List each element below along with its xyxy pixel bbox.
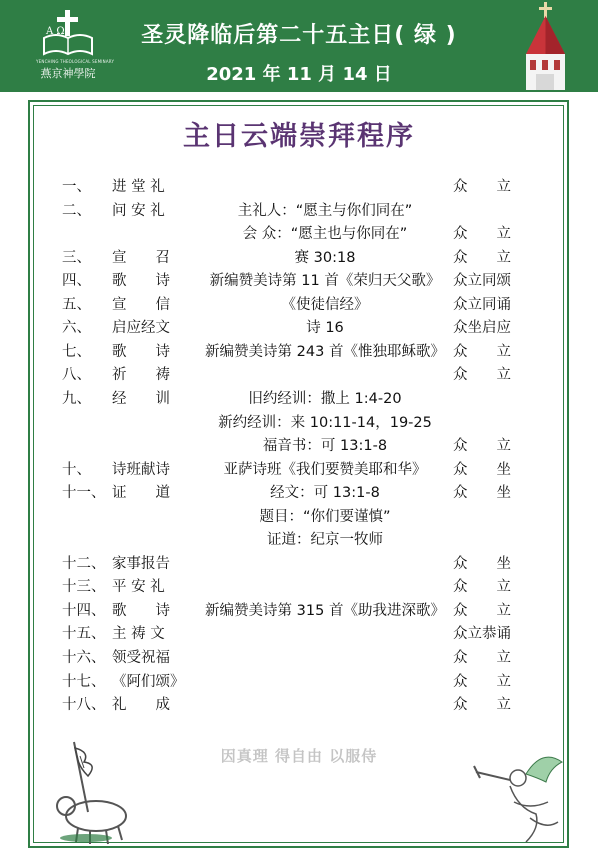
item-detail: 会 众：“愿主也与你同在” bbox=[242, 226, 408, 243]
item-name: 歌 诗 bbox=[112, 273, 170, 290]
item-posture: 众 立 bbox=[453, 602, 511, 619]
item-detail: 旧约经训：撒上 1:4-20 bbox=[248, 390, 402, 407]
item-name: 诗班献诗 bbox=[112, 461, 170, 478]
item-number: 二、 bbox=[62, 202, 91, 219]
item-detail: 证道：纪京一牧师 bbox=[267, 532, 383, 549]
item-number: 七、 bbox=[62, 343, 91, 360]
item-name: 《阿们颂》 bbox=[112, 673, 185, 690]
program-item bbox=[0, 293, 598, 315]
program-item bbox=[0, 387, 598, 409]
item-number: 六、 bbox=[62, 320, 91, 337]
program-item bbox=[0, 693, 598, 715]
logo-alpha-omega: A Ω bbox=[46, 26, 65, 37]
program-item bbox=[0, 528, 598, 550]
program-item bbox=[0, 505, 598, 527]
trumpet-angel-icon bbox=[470, 744, 566, 848]
item-number: 十六、 bbox=[62, 650, 106, 666]
item-number: 十四、 bbox=[62, 602, 106, 619]
program-item bbox=[0, 199, 598, 221]
program-item bbox=[0, 552, 598, 574]
item-name: 领受祝福 bbox=[112, 650, 170, 666]
item-posture: 众 立 bbox=[453, 579, 511, 596]
logo-english-name: YENCHING THEOLOGICAL SEMINARY bbox=[36, 59, 115, 64]
item-name: 宣 召 bbox=[112, 249, 170, 266]
program-item bbox=[0, 599, 598, 621]
item-detail: 新约经训：来 10:11-14，19-25 bbox=[218, 414, 432, 431]
item-number: 四、 bbox=[62, 273, 91, 290]
item-name: 主 祷 文 bbox=[112, 626, 165, 643]
item-number: 十、 bbox=[62, 461, 91, 478]
item-detail: 经文：可 13:1-8 bbox=[270, 485, 380, 502]
item-detail: 新编赞美诗第 315 首《助我进深歌》 bbox=[205, 602, 445, 619]
item-name: 经 训 bbox=[112, 390, 170, 407]
program-heading: 主日云端崇拜程序 bbox=[183, 121, 415, 152]
item-posture: 众 坐 bbox=[453, 555, 511, 572]
program-item bbox=[0, 458, 598, 480]
item-number: 五、 bbox=[62, 296, 91, 313]
header-banner bbox=[0, 0, 598, 92]
item-detail: 诗 16 bbox=[306, 320, 344, 337]
seminary-motto: 因真理 得自由 以服侍 bbox=[220, 747, 378, 765]
program-item bbox=[0, 481, 598, 503]
program-item bbox=[0, 670, 598, 692]
item-number: 三、 bbox=[62, 249, 91, 266]
item-number: 十三、 bbox=[62, 579, 106, 596]
logo-chinese-name: 燕京神學院 bbox=[40, 67, 96, 80]
program-item bbox=[0, 246, 598, 268]
item-number: 一、 bbox=[62, 179, 91, 195]
item-name: 启应经文 bbox=[112, 320, 170, 337]
program-item bbox=[0, 363, 598, 385]
item-name: 家事报告 bbox=[112, 555, 170, 572]
item-number: 十五、 bbox=[62, 626, 106, 643]
page-title: 圣灵降临后第二十五主日( 绿 ) bbox=[141, 23, 457, 48]
item-posture: 众 立 bbox=[453, 343, 511, 360]
item-posture: 众 立 bbox=[453, 367, 511, 384]
item-detail: 福音书：可 13:1-8 bbox=[262, 438, 388, 455]
item-posture: 众坐启应 bbox=[453, 320, 511, 337]
item-name: 歌 诗 bbox=[112, 602, 170, 619]
item-name: 礼 成 bbox=[112, 697, 170, 714]
program-item bbox=[0, 622, 598, 644]
item-name: 进 堂 礼 bbox=[112, 179, 165, 195]
item-number: 十七、 bbox=[62, 673, 106, 690]
item-name: 问 安 礼 bbox=[112, 202, 165, 219]
item-name: 平 安 礼 bbox=[112, 579, 165, 596]
church-steeple-icon bbox=[516, 2, 576, 90]
program-item bbox=[0, 646, 598, 668]
item-number: 十二、 bbox=[62, 555, 106, 572]
item-posture: 众 立 bbox=[453, 179, 511, 195]
item-posture: 众 立 bbox=[453, 226, 511, 243]
item-detail: 亚萨诗班《我们要赞美耶和华》 bbox=[223, 461, 427, 478]
item-number: 八、 bbox=[62, 367, 91, 384]
item-detail: 《使徒信经》 bbox=[281, 296, 369, 313]
item-posture: 众 坐 bbox=[453, 485, 511, 502]
program-item bbox=[0, 316, 598, 338]
item-detail: 主礼人：“愿主与你们同在” bbox=[237, 202, 413, 219]
item-posture: 众 立 bbox=[453, 697, 511, 714]
item-posture: 众立恭诵 bbox=[453, 626, 511, 643]
item-posture: 众 坐 bbox=[453, 461, 511, 478]
program-item bbox=[0, 269, 598, 291]
item-name: 宣 信 bbox=[112, 296, 170, 313]
item-name: 祈 祷 bbox=[112, 367, 170, 384]
item-detail: 新编赞美诗第 243 首《惟独耶稣歌》 bbox=[205, 343, 445, 360]
service-date: 2021 年 11 月 14 日 bbox=[206, 64, 392, 85]
item-posture: 众立同颂 bbox=[453, 273, 511, 290]
item-name: 歌 诗 bbox=[112, 343, 170, 360]
item-detail: 赛 30:18 bbox=[294, 249, 356, 266]
item-posture: 众 立 bbox=[453, 249, 511, 266]
item-number: 十八、 bbox=[62, 697, 106, 714]
program-item bbox=[0, 340, 598, 362]
program-item bbox=[0, 175, 598, 197]
item-posture: 众 立 bbox=[453, 673, 511, 690]
item-posture: 众 立 bbox=[453, 650, 511, 666]
program-item bbox=[0, 575, 598, 597]
program-item bbox=[0, 434, 598, 456]
item-posture: 众立同诵 bbox=[453, 296, 511, 313]
program-item bbox=[0, 222, 598, 244]
item-number: 十一、 bbox=[62, 485, 106, 502]
item-posture: 众 立 bbox=[453, 438, 511, 455]
item-number: 九、 bbox=[62, 390, 91, 407]
program-item bbox=[0, 411, 598, 433]
item-detail: 题目：“你们要谨慎” bbox=[259, 508, 391, 525]
item-name: 证 道 bbox=[112, 485, 170, 502]
item-detail: 新编赞美诗第 11 首《荣归天父歌》 bbox=[209, 273, 441, 290]
